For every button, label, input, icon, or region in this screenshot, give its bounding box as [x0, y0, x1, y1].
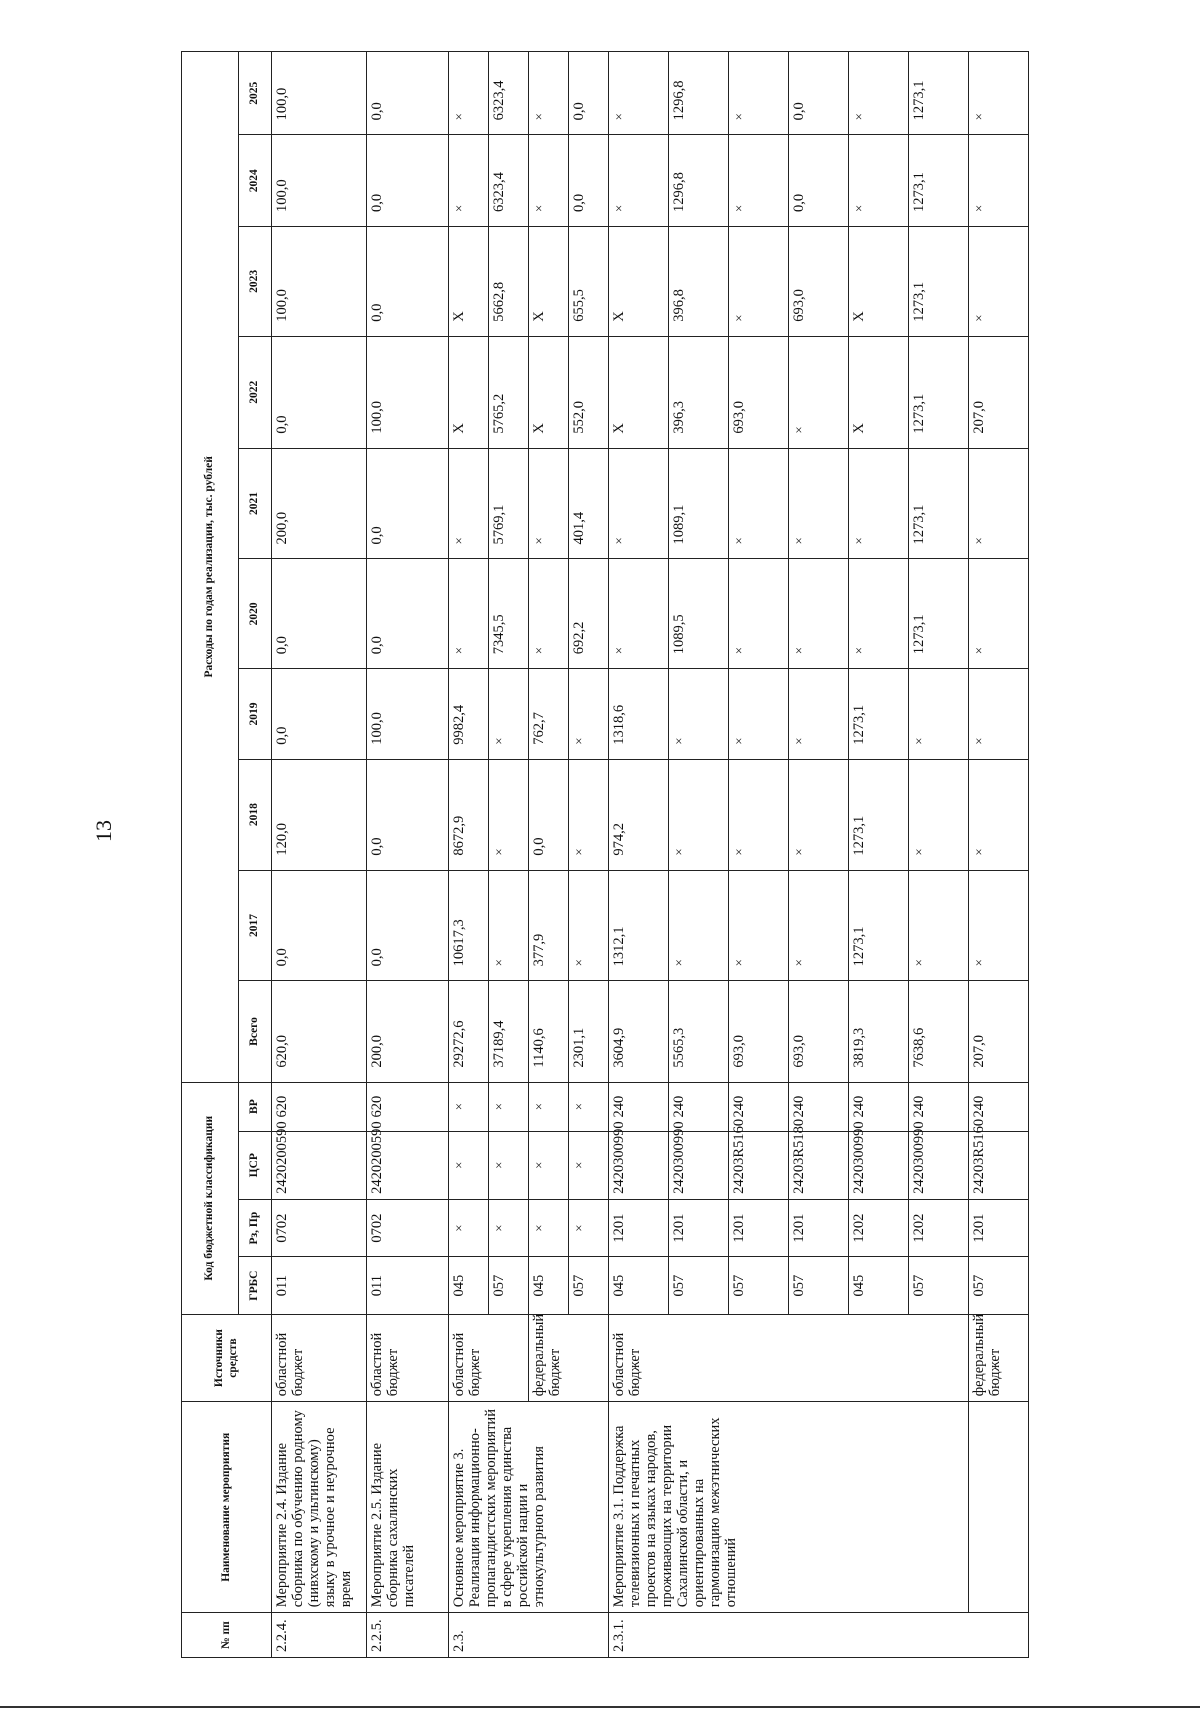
cell-2022: 396,3: [669, 336, 729, 448]
cell-2022: 693,0: [729, 336, 789, 448]
cell-2017: ×: [789, 870, 849, 981]
cell-csr: 2420200590: [367, 1131, 449, 1199]
header-2025: 2025: [239, 52, 272, 135]
cell-2021: ×: [849, 448, 909, 559]
cell-csr: 24203R5160: [729, 1131, 789, 1199]
header-2020: 2020: [239, 559, 272, 669]
cell-2023: 5662,8: [489, 227, 529, 337]
cell-grbs: 045: [529, 1257, 569, 1315]
cell-2020: 1089,5: [669, 559, 729, 669]
header-2024: 2024: [239, 135, 272, 227]
header-2023: 2023: [239, 227, 272, 337]
cell-2020: 1273,1: [909, 559, 969, 669]
cell-2021: 0,0: [367, 448, 449, 559]
cell-source: областной бюджет: [272, 1314, 367, 1401]
cell-2024: ×: [449, 135, 489, 227]
header-total: Всего: [239, 981, 272, 1082]
cell-2018: 1273,1: [849, 759, 909, 870]
cell-grbs: 057: [669, 1257, 729, 1315]
cell-2022: 1273,1: [909, 336, 969, 448]
table-row: [609, 52, 669, 1658]
cell-2018: 120,0: [272, 759, 367, 870]
cell-2022: 0,0: [272, 336, 367, 448]
cell-2024: 0,0: [789, 135, 849, 227]
cell-2023: X: [529, 227, 569, 337]
header-name: Наименование мероприятия: [182, 1402, 272, 1613]
cell-2023: X: [449, 227, 489, 337]
cell-source: федеральный бюджет: [969, 1314, 1029, 1401]
cell-2023: X: [849, 227, 909, 337]
cell-num: 2.2.5.: [367, 1613, 449, 1658]
budget-table-sheet: [181, 51, 1087, 1658]
cell-rzpr: 0702: [367, 1199, 449, 1257]
cell-total: 693,0: [729, 981, 789, 1082]
cell-rzpr: ×: [489, 1199, 529, 1257]
cell-2019: 100,0: [367, 669, 449, 760]
cell-2022: X: [449, 336, 489, 448]
cell-2017: ×: [489, 870, 529, 981]
header-code-group: Код бюджетной классификации: [182, 1082, 239, 1314]
cell-2018: ×: [569, 759, 609, 870]
cell-2020: ×: [789, 559, 849, 669]
cell-2019: 1273,1: [849, 669, 909, 760]
cell-rzpr: 1202: [849, 1199, 909, 1257]
cell-2019: ×: [909, 669, 969, 760]
cell-total: 620,0: [272, 981, 367, 1082]
cell-total: 3819,3: [849, 981, 909, 1082]
cell-grbs: 045: [609, 1257, 669, 1315]
cell-csr: 24203R5160: [969, 1131, 1029, 1199]
cell-2017: ×: [569, 870, 609, 981]
cell-num: 2.3.: [449, 1613, 609, 1658]
cell-rzpr: ×: [569, 1199, 609, 1257]
cell-2022: X: [529, 336, 569, 448]
cell-2024: ×: [969, 135, 1029, 227]
cell-total: 207,0: [969, 981, 1029, 1082]
cell-2019: ×: [789, 669, 849, 760]
cell-2019: ×: [569, 669, 609, 760]
cell-2022: 100,0: [367, 336, 449, 448]
cell-2018: 0,0: [367, 759, 449, 870]
table-row: [449, 52, 489, 1658]
cell-2025: ×: [849, 52, 909, 135]
cell-grbs: 011: [367, 1257, 449, 1315]
cell-vr: 620: [272, 1082, 367, 1131]
cell-2022: ×: [789, 336, 849, 448]
header-expenses-group: Расходы по годам реализации, тыс. рублей: [182, 52, 239, 1083]
cell-2023: 1273,1: [909, 227, 969, 337]
cell-grbs: 057: [909, 1257, 969, 1315]
cell-num: 2.2.4.: [272, 1613, 367, 1658]
cell-total: 200,0: [367, 981, 449, 1082]
cell-2020: ×: [449, 559, 489, 669]
cell-2018: 0,0: [529, 759, 569, 870]
cell-2025: 0,0: [367, 52, 449, 135]
cell-2024: 0,0: [367, 135, 449, 227]
cell-2017: 377,9: [529, 870, 569, 981]
cell-source: областной бюджет: [367, 1314, 449, 1401]
cell-2018: ×: [729, 759, 789, 870]
cell-grbs: 057: [729, 1257, 789, 1315]
cell-rzpr: 1201: [669, 1199, 729, 1257]
cell-grbs: 045: [849, 1257, 909, 1315]
cell-vr: 240: [849, 1082, 909, 1131]
cell-vr: 620: [367, 1082, 449, 1131]
cell-2019: ×: [729, 669, 789, 760]
cell-2017: 1312,1: [609, 870, 669, 981]
cell-rzpr: 1201: [609, 1199, 669, 1257]
cell-2021: ×: [969, 448, 1029, 559]
cell-2024: ×: [849, 135, 909, 227]
cell-source: областной бюджет: [609, 1314, 969, 1401]
header-2019: 2019: [239, 669, 272, 760]
cell-2017: ×: [669, 870, 729, 981]
cell-2024: ×: [529, 135, 569, 227]
cell-2025: 1296,8: [669, 52, 729, 135]
cell-csr: 2420300990: [849, 1131, 909, 1199]
page-number: 13: [91, 820, 116, 842]
cell-2025: 0,0: [789, 52, 849, 135]
cell-2024: 1273,1: [909, 135, 969, 227]
cell-2019: 0,0: [272, 669, 367, 760]
cell-2022: X: [609, 336, 669, 448]
table-row: [367, 52, 449, 1658]
cell-grbs: 011: [272, 1257, 367, 1315]
cell-grbs: 057: [789, 1257, 849, 1315]
cell-2024: 100,0: [272, 135, 367, 227]
cell-name-empty: [969, 1402, 1029, 1613]
cell-grbs: 045: [449, 1257, 489, 1315]
cell-2023: 655,5: [569, 227, 609, 337]
cell-2018: 8672,9: [449, 759, 489, 870]
cell-csr: 2420200590: [272, 1131, 367, 1199]
cell-2020: 0,0: [367, 559, 449, 669]
cell-2018: ×: [969, 759, 1029, 870]
cell-csr: ×: [569, 1131, 609, 1199]
cell-name: Основное мероприятие 3. Реализация информационно-пропагандистских мероприятий в сфере укрепления единства российской нации и этнокультурного развития: [449, 1402, 609, 1613]
table-row: [272, 52, 367, 1658]
cell-2018: ×: [669, 759, 729, 870]
header-source: Источники средств: [182, 1314, 272, 1401]
cell-vr: 240: [909, 1082, 969, 1131]
cell-source: областной бюджет: [449, 1314, 529, 1401]
cell-2018: ×: [489, 759, 529, 870]
cell-2023: 0,0: [367, 227, 449, 337]
cell-2017: ×: [909, 870, 969, 981]
header-grbs: ГРБС: [239, 1257, 272, 1315]
header-rzpr: Рз, Пр: [239, 1199, 272, 1257]
cell-2017: ×: [969, 870, 1029, 981]
cell-2024: ×: [729, 135, 789, 227]
cell-2020: ×: [729, 559, 789, 669]
cell-csr: ×: [489, 1131, 529, 1199]
cell-vr: 240: [669, 1082, 729, 1131]
cell-2023: 396,8: [669, 227, 729, 337]
cell-2017: 10617,3: [449, 870, 489, 981]
cell-2019: ×: [669, 669, 729, 760]
cell-csr: ×: [529, 1131, 569, 1199]
cell-2020: ×: [609, 559, 669, 669]
header-2017: 2017: [239, 870, 272, 981]
header-2021: 2021: [239, 448, 272, 559]
cell-2019: ×: [969, 669, 1029, 760]
cell-2020: ×: [849, 559, 909, 669]
cell-2020: 7345,5: [489, 559, 529, 669]
cell-rzpr: 1201: [729, 1199, 789, 1257]
cell-rzpr: ×: [449, 1199, 489, 1257]
cell-2019: 9982,4: [449, 669, 489, 760]
cell-2020: ×: [529, 559, 569, 669]
cell-2021: ×: [449, 448, 489, 559]
cell-2021: ×: [609, 448, 669, 559]
cell-total: 2301,1: [569, 981, 609, 1082]
cell-2020: 0,0: [272, 559, 367, 669]
cell-2024: 0,0: [569, 135, 609, 227]
cell-2025: 1273,1: [909, 52, 969, 135]
cell-2021: 5769,1: [489, 448, 529, 559]
cell-2022: 207,0: [969, 336, 1029, 448]
cell-rzpr: 1201: [789, 1199, 849, 1257]
cell-vr: ×: [489, 1082, 529, 1131]
cell-name: Мероприятие 2.5. Издание сборника сахалинских писателей: [367, 1402, 449, 1613]
header-csr: ЦСР: [239, 1131, 272, 1199]
cell-2025: ×: [969, 52, 1029, 135]
cell-2025: ×: [449, 52, 489, 135]
cell-grbs: 057: [969, 1257, 1029, 1315]
cell-total: 7638,6: [909, 981, 969, 1082]
table-row: [969, 52, 1029, 1658]
cell-2023: ×: [729, 227, 789, 337]
cell-2017: ×: [729, 870, 789, 981]
cell-2021: 401,4: [569, 448, 609, 559]
cell-2020: ×: [969, 559, 1029, 669]
cell-rzpr: 1202: [909, 1199, 969, 1257]
cell-2023: X: [609, 227, 669, 337]
cell-2019: 1318,6: [609, 669, 669, 760]
cell-2021: 1273,1: [909, 448, 969, 559]
cell-2025: ×: [529, 52, 569, 135]
cell-csr: 2420300990: [909, 1131, 969, 1199]
cell-2021: 1089,1: [669, 448, 729, 559]
cell-2024: 6323,4: [489, 135, 529, 227]
cell-2025: ×: [609, 52, 669, 135]
cell-vr: ×: [529, 1082, 569, 1131]
cell-grbs: 057: [489, 1257, 529, 1315]
cell-2017: 0,0: [367, 870, 449, 981]
cell-2018: ×: [789, 759, 849, 870]
cell-2022: 5765,2: [489, 336, 529, 448]
cell-2017: 1273,1: [849, 870, 909, 981]
cell-2023: ×: [969, 227, 1029, 337]
cell-total: 37189,4: [489, 981, 529, 1082]
cell-rzpr: ×: [529, 1199, 569, 1257]
cell-2021: ×: [789, 448, 849, 559]
cell-csr: 2420300990: [609, 1131, 669, 1199]
cell-2025: 100,0: [272, 52, 367, 135]
cell-2023: 693,0: [789, 227, 849, 337]
bottom-scan-line: [0, 1706, 1200, 1708]
cell-2022: X: [849, 336, 909, 448]
cell-2018: ×: [909, 759, 969, 870]
cell-csr: ×: [449, 1131, 489, 1199]
budget-table: [181, 51, 1029, 1658]
cell-name: Мероприятие 2.4. Издание сборника по обучению родному (нивхскому и ультинскому) языку в урочное и неурочное время: [272, 1402, 367, 1613]
cell-total: 693,0: [789, 981, 849, 1082]
cell-vr: 240: [969, 1082, 1029, 1131]
header-2022: 2022: [239, 336, 272, 448]
cell-vr: ×: [569, 1082, 609, 1131]
cell-rzpr: 0702: [272, 1199, 367, 1257]
cell-csr: 2420300990: [669, 1131, 729, 1199]
cell-num: 2.3.1.: [609, 1613, 1029, 1658]
cell-2017: 0,0: [272, 870, 367, 981]
cell-2025: ×: [729, 52, 789, 135]
cell-grbs: 057: [569, 1257, 609, 1315]
header-vr: ВР: [239, 1082, 272, 1131]
cell-2025: 0,0: [569, 52, 609, 135]
header-2018: 2018: [239, 759, 272, 870]
cell-name: Мероприятие 3.1. Поддержка телевизионных и печатных проектов на языках народов, проживающих на территории Сахалинской области, и ориентированных на гармонизацию межэтнических отношений: [609, 1402, 969, 1613]
cell-source: федеральный бюджет: [529, 1314, 609, 1401]
header-num: № пп: [182, 1613, 272, 1658]
cell-vr: 240: [609, 1082, 669, 1131]
cell-rzpr: 1201: [969, 1199, 1029, 1257]
cell-2025: 6323,4: [489, 52, 529, 135]
cell-vr: ×: [449, 1082, 489, 1131]
cell-2024: ×: [609, 135, 669, 227]
cell-total: 29272,6: [449, 981, 489, 1082]
cell-2021: ×: [529, 448, 569, 559]
cell-2021: ×: [729, 448, 789, 559]
cell-2023: 100,0: [272, 227, 367, 337]
cell-vr: 240: [729, 1082, 789, 1131]
cell-total: 5565,3: [669, 981, 729, 1082]
cell-total: 3604,9: [609, 981, 669, 1082]
cell-2021: 200,0: [272, 448, 367, 559]
cell-2020: 692,2: [569, 559, 609, 669]
cell-2019: 762,7: [529, 669, 569, 760]
cell-csr: 24203R5180: [789, 1131, 849, 1199]
cell-total: 1140,6: [529, 981, 569, 1082]
cell-2018: 974,2: [609, 759, 669, 870]
cell-2019: ×: [489, 669, 529, 760]
cell-vr: 240: [789, 1082, 849, 1131]
cell-2024: 1296,8: [669, 135, 729, 227]
cell-2022: 552,0: [569, 336, 609, 448]
